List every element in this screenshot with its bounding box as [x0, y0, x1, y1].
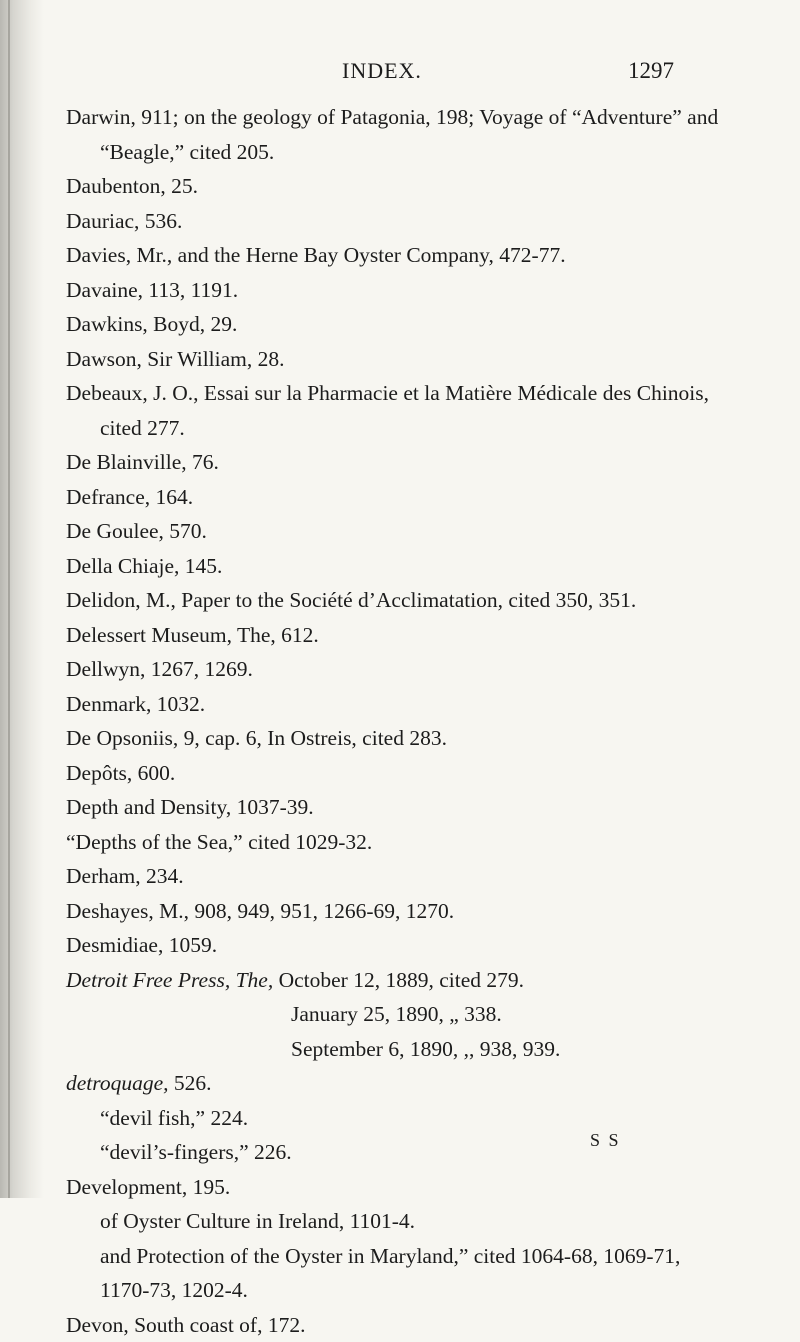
index-entry: Delessert Museum, The, 612.	[66, 618, 746, 653]
index-subentry: “devil fish,” 224.	[66, 1101, 746, 1136]
index-entry-detroit	[66, 963, 746, 998]
index-entry: Debeaux, J. O., Essai sur la Pharmacie et la Matière Médicale des Chinois, cited 277.	[66, 376, 746, 445]
page-gutter-shadow	[0, 0, 44, 1198]
index-entry: Davaine, 113, 1191.	[66, 273, 746, 308]
signature-mark: S S	[590, 1130, 621, 1151]
index-entry: De Opsoniis, 9, cap. 6, In Ostreis, cited 283.	[66, 721, 746, 756]
index-entry: Dauriac, 536.	[66, 204, 746, 239]
index-entry: Darwin, 911; on the geology of Patagonia, 198; Voyage of “Adventure” and “Beagle,” cited 205.	[66, 100, 746, 169]
page-header	[0, 58, 800, 88]
index-entry: Development, 195.	[66, 1170, 746, 1205]
entry-references: 526.	[169, 1071, 212, 1095]
index-entry: Della Chiaje, 145.	[66, 549, 746, 584]
index-entry: Devon, South coast of, 172.	[66, 1308, 746, 1342]
index-entry: Derham, 234.	[66, 859, 746, 894]
entry-references: October 12, 1889, cited 279.	[273, 968, 524, 992]
index-entry: Deshayes, M., 908, 949, 951, 1266-69, 1270.	[66, 894, 746, 929]
index-entry: Delidon, M., Paper to the Société d’Acclimatation, cited 350, 351.	[66, 583, 746, 618]
page-number: 1297	[628, 58, 674, 84]
index-subentry: January 25, 1890, „ 338.	[66, 997, 746, 1032]
index-entry: De Blainville, 76.	[66, 445, 746, 480]
periodical-title: Detroit Free Press, The,	[66, 968, 273, 992]
index-entry: Desmidiae, 1059.	[66, 928, 746, 963]
index-entry: Depôts, 600.	[66, 756, 746, 791]
index-entry: Depth and Density, 1037-39.	[66, 790, 746, 825]
index-subentry: of Oyster Culture in Ireland, 1101-4.	[66, 1204, 746, 1239]
index-entry-detroquage	[66, 1066, 746, 1101]
index-entry: Dellwyn, 1267, 1269.	[66, 652, 746, 687]
running-title: INDEX.	[342, 58, 422, 84]
index-entry: Defrance, 164.	[66, 480, 746, 515]
index-entries	[66, 100, 746, 1342]
term-italic: detroquage,	[66, 1071, 169, 1095]
binding-edge	[8, 0, 10, 1198]
index-subentry: September 6, 1890, ,, 938, 939.	[66, 1032, 746, 1067]
index-subentry-continued: 1170-73, 1202-4.	[66, 1273, 746, 1308]
index-entry: Dawson, Sir William, 28.	[66, 342, 746, 377]
index-entry: Daubenton, 25.	[66, 169, 746, 204]
index-entry: “Depths of the Sea,” cited 1029-32.	[66, 825, 746, 860]
index-subentry: “devil’s-fingers,” 226.	[66, 1135, 746, 1170]
index-entry: Davies, Mr., and the Herne Bay Oyster Company, 472-77.	[66, 238, 746, 273]
index-entry: Denmark, 1032.	[66, 687, 746, 722]
index-entry: De Goulee, 570.	[66, 514, 746, 549]
index-subentry: and Protection of the Oyster in Maryland,” cited 1064-68, 1069-71,	[66, 1239, 746, 1274]
index-entry: Dawkins, Boyd, 29.	[66, 307, 746, 342]
